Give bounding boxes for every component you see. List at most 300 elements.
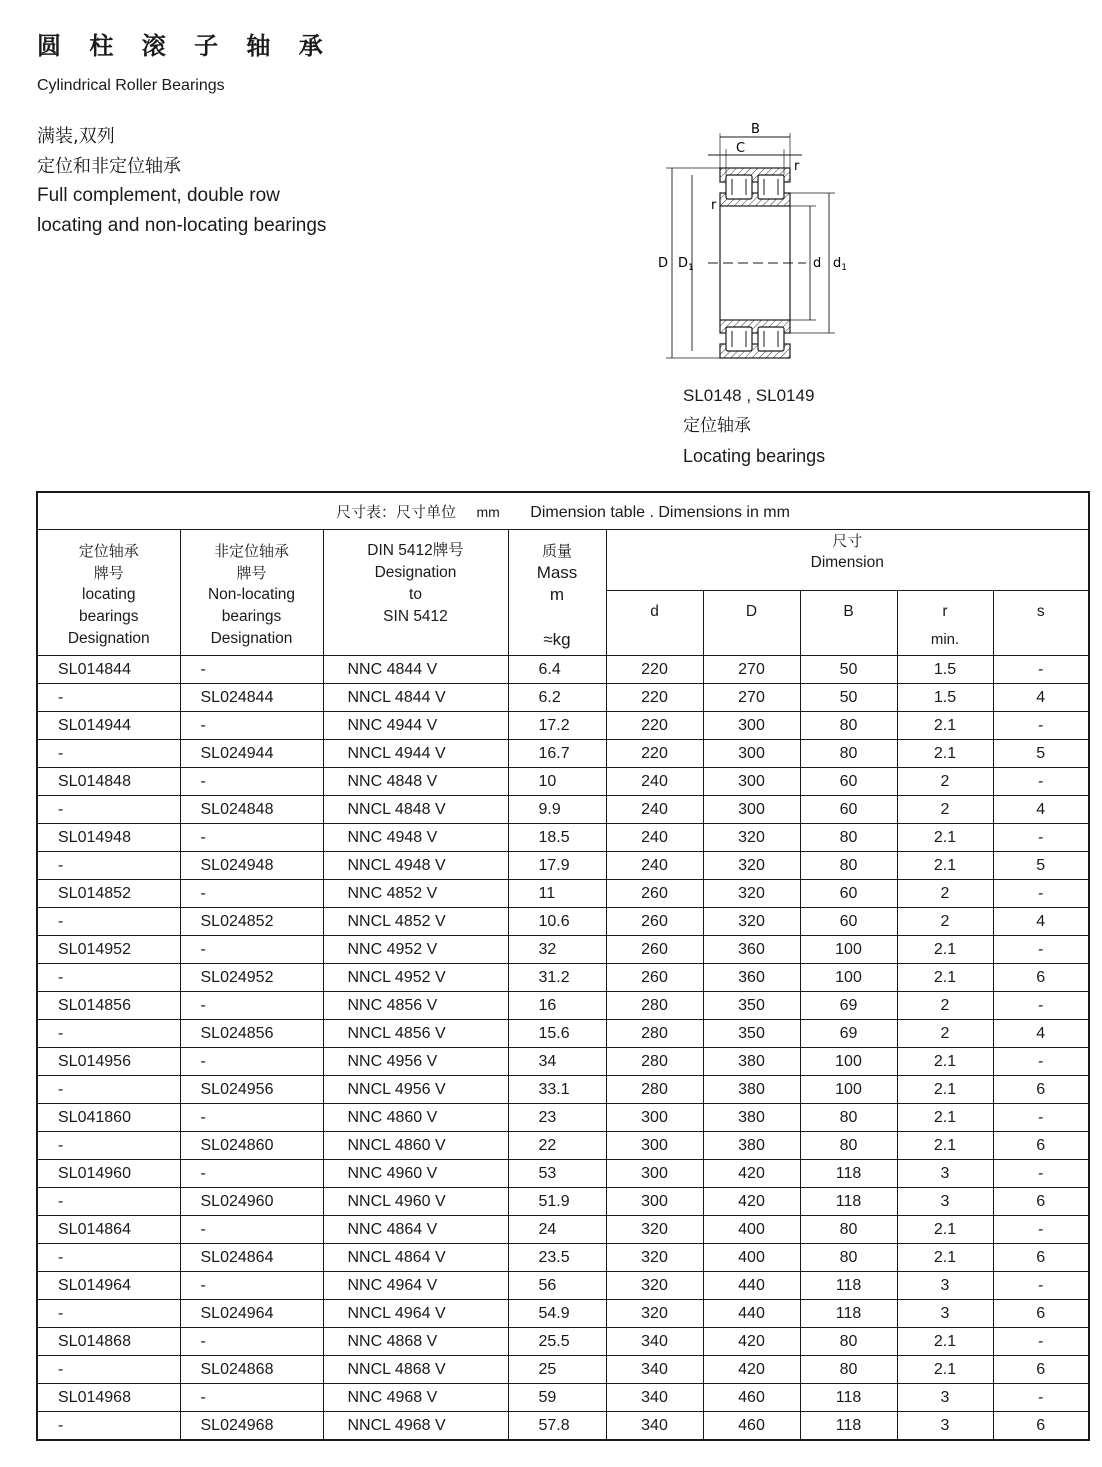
cell-d: 280 [606,992,703,1020]
cell-locating: SL014856 [37,992,180,1020]
cell-D: 270 [703,656,800,684]
cell-d: 240 [606,852,703,880]
header-text: Dimension [810,554,884,571]
header-text: bearings [79,608,139,625]
header-text: Non-locating [207,586,296,603]
cell-din: NNCL 4944 V [323,740,508,768]
cell-din: NNC 4848 V [323,768,508,796]
table-row [37,936,1089,964]
diagram-caption [683,381,825,471]
cell-B: 60 [800,880,897,908]
table-row [37,1132,1089,1160]
cell-mass: 6.2 [508,684,606,712]
cell-din: NNC 4948 V [323,824,508,852]
table-row [37,768,1089,796]
cell-mass: 31.2 [508,964,606,992]
cell-nonlocating: - [180,824,323,852]
cell-din: NNC 4856 V [323,992,508,1020]
cell-r: 2 [897,908,993,936]
cell-din: NNCL 4852 V [323,908,508,936]
cell-B: 80 [800,1244,897,1272]
cell-mass: 6.4 [508,656,606,684]
cell-D: 300 [703,768,800,796]
cell-mass: 51.9 [508,1188,606,1216]
cell-D: 380 [703,1132,800,1160]
cell-r: 2.1 [897,1328,993,1356]
header-r: r min. [897,591,993,656]
cell-D: 270 [703,684,800,712]
table-row [37,1216,1089,1244]
cell-s: - [993,1328,1089,1356]
cell-d: 240 [606,824,703,852]
cell-r: 2.1 [897,936,993,964]
cell-r: 3 [897,1300,993,1328]
cell-nonlocating: SL024952 [180,964,323,992]
cell-s: - [993,936,1089,964]
cell-s: 6 [993,1076,1089,1104]
cell-B: 100 [800,1076,897,1104]
diagram-label-r: r [794,159,800,174]
cell-B: 118 [800,1188,897,1216]
cell-B: 80 [800,824,897,852]
cell-locating: SL014944 [37,712,180,740]
cell-din: NNCL 4964 V [323,1300,508,1328]
cell-d: 260 [606,964,703,992]
cell-r: 2.1 [897,712,993,740]
cell-locating: - [37,964,180,992]
cell-r: 3 [897,1412,993,1441]
cell-nonlocating: - [180,712,323,740]
cell-mass: 17.2 [508,712,606,740]
diagram-label-d1: $d_1$ [833,256,847,273]
cell-D: 350 [703,1020,800,1048]
cell-nonlocating: SL024864 [180,1244,323,1272]
diagram-label-D1: $D_1$ [678,256,694,273]
header-d: d [606,591,703,656]
cell-s: 4 [993,684,1089,712]
cell-nonlocating: SL024856 [180,1020,323,1048]
cell-D: 320 [703,824,800,852]
cell-mass: 16 [508,992,606,1020]
cell-r: 2 [897,992,993,1020]
cell-locating: SL041860 [37,1104,180,1132]
header-text: Mass [536,563,578,582]
cell-din: NNC 4944 V [323,712,508,740]
cell-s: 5 [993,740,1089,768]
cell-din: NNCL 4952 V [323,964,508,992]
cell-mass: 24 [508,1216,606,1244]
cell-s: 6 [993,1188,1089,1216]
cell-s: - [993,768,1089,796]
cell-d: 220 [606,712,703,740]
cell-B: 69 [800,992,897,1020]
table-row [37,824,1089,852]
cell-mass: 25 [508,1356,606,1384]
cell-d: 340 [606,1412,703,1441]
cell-s: - [993,1048,1089,1076]
cell-B: 118 [800,1384,897,1412]
cell-s: 5 [993,852,1089,880]
table-row [37,964,1089,992]
cell-B: 80 [800,852,897,880]
cell-r: 1.5 [897,684,993,712]
cell-din: NNC 4960 V [323,1160,508,1188]
cell-din: NNCL 4856 V [323,1020,508,1048]
cell-D: 420 [703,1328,800,1356]
cell-nonlocating: - [180,1160,323,1188]
cell-d: 300 [606,1188,703,1216]
cell-nonlocating: - [180,1104,323,1132]
cell-s: 4 [993,796,1089,824]
cell-B: 80 [800,1104,897,1132]
cell-d: 220 [606,684,703,712]
table-row [37,852,1089,880]
cell-r: 1.5 [897,656,993,684]
cell-B: 100 [800,964,897,992]
header-text: 牌号 [236,564,267,582]
cell-D: 350 [703,992,800,1020]
cell-r: 2 [897,1020,993,1048]
diagram-label-D: D [658,256,669,271]
header-text: 非定位轴承 [213,542,289,560]
cell-nonlocating: - [180,880,323,908]
cell-r: 2.1 [897,740,993,768]
cell-D: 320 [703,852,800,880]
cell-s: - [993,1216,1089,1244]
cell-din: NNC 4844 V [323,656,508,684]
cell-r: 2.1 [897,1104,993,1132]
cell-din: NNCL 4860 V [323,1132,508,1160]
cell-locating: SL014868 [37,1328,180,1356]
cell-locating: SL014960 [37,1160,180,1188]
cell-B: 80 [800,1356,897,1384]
cell-din: NNC 4952 V [323,936,508,964]
cell-B: 118 [800,1160,897,1188]
diagram-label-C: C [736,141,746,156]
caption-models: SL0148 , SL0149 [683,386,815,405]
cell-B: 80 [800,1132,897,1160]
cell-s: 6 [993,1356,1089,1384]
bearing-cross-section-diagram [648,115,858,370]
description-line: Full complement, double row [37,185,280,206]
table-row [37,740,1089,768]
header-text: 尺寸 [832,532,863,550]
cell-s: - [993,880,1089,908]
cell-mass: 18.5 [508,824,606,852]
cell-mass: 25.5 [508,1328,606,1356]
header-text: locating [82,586,136,603]
cell-B: 60 [800,796,897,824]
cell-nonlocating: SL024956 [180,1076,323,1104]
cell-B: 118 [800,1272,897,1300]
cell-r: 2 [897,880,993,908]
cell-r: 3 [897,1272,993,1300]
cell-d: 280 [606,1020,703,1048]
cell-B: 80 [800,712,897,740]
table-row [37,1356,1089,1384]
cell-mass: 23.5 [508,1244,606,1272]
cell-nonlocating: - [180,1048,323,1076]
table-caption-en: Dimension table . Dimensions in mm [530,503,790,521]
table-row [37,1020,1089,1048]
cell-s: - [993,1384,1089,1412]
table-row [37,684,1089,712]
cell-locating: SL014968 [37,1384,180,1412]
cell-locating: - [37,1300,180,1328]
cell-s: 6 [993,964,1089,992]
cell-d: 320 [606,1244,703,1272]
cell-locating: - [37,852,180,880]
cell-d: 260 [606,908,703,936]
cell-nonlocating: SL024868 [180,1356,323,1384]
cell-din: NNC 4964 V [323,1272,508,1300]
cell-s: - [993,1160,1089,1188]
cell-r: 2.1 [897,1048,993,1076]
cell-D: 440 [703,1272,800,1300]
cell-nonlocating: SL024960 [180,1188,323,1216]
cell-mass: 59 [508,1384,606,1412]
header-text: m [549,585,565,604]
table-caption [37,492,1089,530]
cell-nonlocating: SL024848 [180,796,323,824]
cell-B: 118 [800,1300,897,1328]
cell-B: 100 [800,936,897,964]
cell-locating: - [37,1188,180,1216]
cell-r: 3 [897,1160,993,1188]
cell-d: 300 [606,1132,703,1160]
table-row [37,1272,1089,1300]
cell-mass: 32 [508,936,606,964]
header-D: D [703,591,800,656]
cell-r: 2.1 [897,1132,993,1160]
table-row [37,1048,1089,1076]
table-row [37,1300,1089,1328]
header-text: 质量 [541,542,572,560]
cell-D: 460 [703,1412,800,1441]
cell-mass: 57.8 [508,1412,606,1441]
cell-s: 4 [993,908,1089,936]
cell-mass: 34 [508,1048,606,1076]
cell-r: 2 [897,796,993,824]
cell-d: 340 [606,1328,703,1356]
cell-D: 300 [703,796,800,824]
header-text: SIN 5412 [383,608,448,625]
cell-B: 50 [800,656,897,684]
cell-d: 240 [606,796,703,824]
cell-d: 300 [606,1104,703,1132]
cell-din: NNC 4956 V [323,1048,508,1076]
cell-B: 80 [800,1216,897,1244]
cell-d: 300 [606,1160,703,1188]
cell-D: 320 [703,880,800,908]
table-row [37,1076,1089,1104]
page-subtitle: Cylindrical Roller Bearings [37,77,225,94]
cell-mass: 56 [508,1272,606,1300]
cell-locating: - [37,1244,180,1272]
cell-s: 4 [993,1020,1089,1048]
table-row [37,712,1089,740]
table-row [37,1160,1089,1188]
cell-D: 380 [703,1048,800,1076]
cell-B: 60 [800,768,897,796]
cell-s: - [993,1272,1089,1300]
cell-D: 320 [703,908,800,936]
cell-nonlocating: SL024852 [180,908,323,936]
header-dimension [606,530,1089,591]
header-text: to [409,586,422,603]
diagram-label-B: B [751,122,760,137]
cell-r: 3 [897,1384,993,1412]
cell-nonlocating: - [180,992,323,1020]
cell-B: 80 [800,1328,897,1356]
cell-d: 340 [606,1356,703,1384]
table-row [37,1104,1089,1132]
cell-d: 280 [606,1048,703,1076]
cell-locating: SL014964 [37,1272,180,1300]
cell-s: - [993,712,1089,740]
cell-mass: 15.6 [508,1020,606,1048]
table-row [37,1244,1089,1272]
cell-din: NNCL 4960 V [323,1188,508,1216]
cell-mass: 11 [508,880,606,908]
header-text: 定位轴承 [78,542,139,560]
cell-locating: - [37,1076,180,1104]
cell-locating: SL014948 [37,824,180,852]
cell-r: 3 [897,1188,993,1216]
cell-locating: - [37,684,180,712]
cell-din: NNCL 4844 V [323,684,508,712]
cell-mass: 54.9 [508,1300,606,1328]
header-text: Designation [67,630,150,647]
cell-locating: - [37,740,180,768]
table-row [37,992,1089,1020]
cell-s: 6 [993,1244,1089,1272]
header-text: DIN 5412牌号 [367,542,464,559]
cell-nonlocating: SL024964 [180,1300,323,1328]
cell-D: 420 [703,1160,800,1188]
cell-r: 2.1 [897,1356,993,1384]
cell-mass: 17.9 [508,852,606,880]
cell-locating: SL014952 [37,936,180,964]
cell-d: 220 [606,740,703,768]
cell-s: - [993,992,1089,1020]
cell-locating: - [37,1020,180,1048]
cell-s: 6 [993,1132,1089,1160]
cell-din: NNCL 4956 V [323,1076,508,1104]
cell-r: 2 [897,768,993,796]
cell-D: 440 [703,1300,800,1328]
cell-nonlocating: SL024860 [180,1132,323,1160]
cell-B: 80 [800,740,897,768]
cell-nonlocating: SL024968 [180,1412,323,1441]
cell-d: 320 [606,1272,703,1300]
cell-D: 400 [703,1216,800,1244]
cell-mass: 33.1 [508,1076,606,1104]
cell-nonlocating: - [180,1272,323,1300]
cell-nonlocating: SL024948 [180,852,323,880]
header-mass [508,530,606,656]
page-title: 圆 柱 滚 子 轴 承 [37,32,333,60]
cell-nonlocating: SL024844 [180,684,323,712]
cell-d: 320 [606,1216,703,1244]
cell-d: 240 [606,768,703,796]
diagram-label-d: d [813,256,822,271]
header-text: ≈kg [543,630,571,649]
description-line: locating and non-locating bearings [37,214,327,236]
cell-s: - [993,1104,1089,1132]
cell-d: 260 [606,936,703,964]
table-row [37,656,1089,684]
cell-s: - [993,656,1089,684]
cell-s: 6 [993,1300,1089,1328]
cell-din: NNC 4852 V [323,880,508,908]
cell-r: 2.1 [897,1076,993,1104]
cell-s: 6 [993,1412,1089,1441]
cell-mass: 10 [508,768,606,796]
cell-D: 420 [703,1188,800,1216]
cell-D: 360 [703,964,800,992]
header-locating [37,530,180,656]
header-text: 牌号 [93,564,124,582]
table-row [37,796,1089,824]
cell-r: 2.1 [897,964,993,992]
cell-D: 300 [703,712,800,740]
cell-din: NNC 4968 V [323,1384,508,1412]
cell-locating: SL014864 [37,1216,180,1244]
header-text: Designation [210,630,293,647]
diagram-label-r: r [711,198,717,213]
cell-din: NNCL 4968 V [323,1412,508,1441]
cell-d: 280 [606,1076,703,1104]
table-row [37,908,1089,936]
cell-r: 2.1 [897,1244,993,1272]
cell-r: 2.1 [897,852,993,880]
table-row [37,1328,1089,1356]
cell-B: 69 [800,1020,897,1048]
cell-B: 60 [800,908,897,936]
cell-mass: 22 [508,1132,606,1160]
cell-nonlocating: SL024944 [180,740,323,768]
cell-D: 400 [703,1244,800,1272]
cell-nonlocating: - [180,1384,323,1412]
cell-locating: - [37,796,180,824]
cell-din: NNC 4868 V [323,1328,508,1356]
cell-mass: 23 [508,1104,606,1132]
cell-B: 100 [800,1048,897,1076]
table-row [37,1412,1089,1441]
cell-nonlocating: - [180,1216,323,1244]
cell-B: 118 [800,1412,897,1441]
cell-din: NNCL 4948 V [323,852,508,880]
header-B: B [800,591,897,656]
cell-d: 320 [606,1300,703,1328]
cell-mass: 10.6 [508,908,606,936]
cell-locating: - [37,908,180,936]
caption-type-en: Locating bearings [683,446,826,466]
header-s: s [993,591,1089,656]
cell-locating: SL014844 [37,656,180,684]
cell-d: 220 [606,656,703,684]
header-text: Designation [374,564,457,581]
cell-locating: SL014852 [37,880,180,908]
cell-nonlocating: - [180,1328,323,1356]
table-row [37,1188,1089,1216]
cell-mass: 53 [508,1160,606,1188]
cell-s: - [993,824,1089,852]
cell-D: 380 [703,1104,800,1132]
header-text: bearings [221,608,282,625]
table-row [37,880,1089,908]
